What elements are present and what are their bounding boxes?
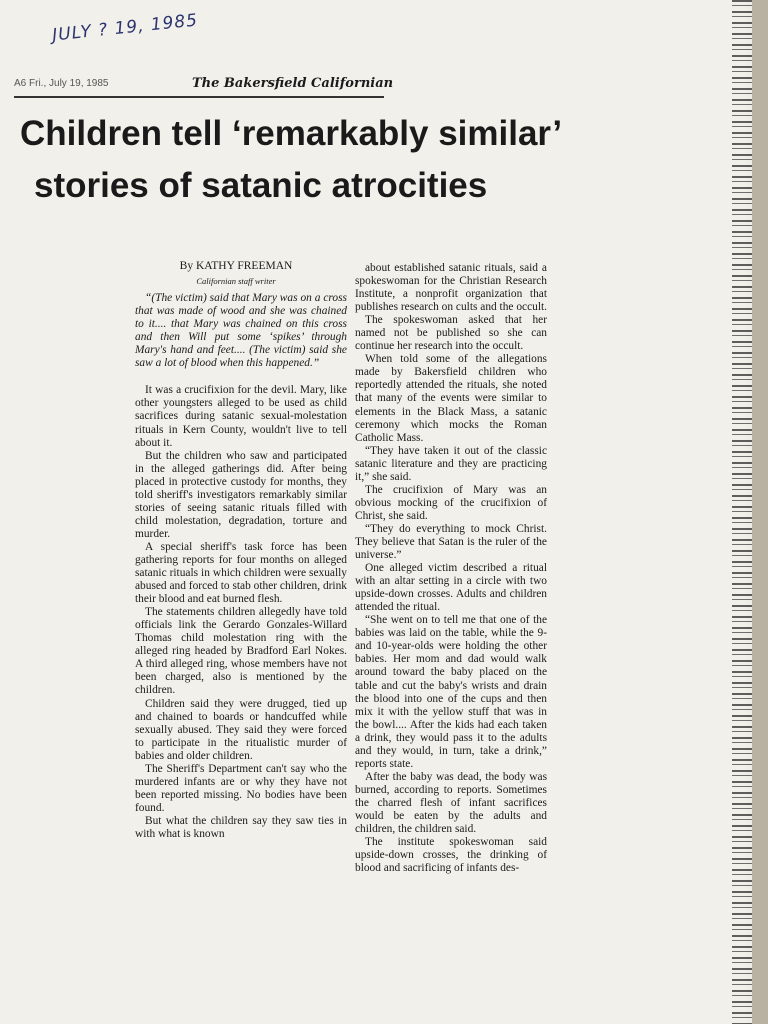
- headline: [20, 108, 720, 212]
- byline: By KATHY FREEMAN: [179, 260, 293, 272]
- headline-line-2: stories of satanic atrocities: [34, 166, 488, 205]
- paragraph: “They do everything to mock Christ. They believe that Satan is the ruler of the universe.”: [355, 522, 547, 562]
- paragraph: The institute spokeswoman said upside-down crosses, the drinking of blood and sacrificing of infants des-: [355, 836, 547, 875]
- torn-edge: [732, 0, 752, 1024]
- paragraph: The crucifixion of Mary was an obvious mocking of the crucifixion of Christ, she said.: [355, 483, 547, 522]
- paragraph: But the children who saw and participated in the alleged gatherings did. After being placed in protective custody for months, they told sheriff's investigators remarkably similar stories of seeing satanic rituals filled with child molestation, degradation, torture and murder.: [135, 449, 347, 540]
- handwritten-date: JULY ? 19, 1985: [51, 10, 199, 46]
- paragraph: But what the children say they saw ties in with what is known: [135, 814, 347, 840]
- paragraph: Children said they were drugged, tied up and chained to boards or handcuffed while sexually abused. They said they were forced to participate in the ritualistic murder of babies and older children.: [135, 697, 347, 762]
- staff-writer-label: Californian staff writer: [196, 276, 276, 287]
- paragraph: “(The victim) said that Mary was on a cross that was made of wood and she was chained to it.... that Mary was chained on this cross and then Will put some ‘spikes’ through Mary's hand and feet.... (The victim) said she saw a lot of blood when this happened.”: [135, 292, 347, 370]
- headline-line-1: Children tell ‘remarkably similar’: [20, 114, 563, 153]
- paragraph: The Sheriff's Department can't say who the murdered infants are or why they have not been reported missing. No bodies have been found.: [135, 762, 347, 814]
- paragraph: When told some of the allegations made by Bakersfield children who reportedly attended the rituals, she noted that many of the events were similar to elements in the Black Mass, a satanic ceremony which mocks the Roman Catholic Mass.: [355, 353, 547, 444]
- paragraph: A special sheriff's task force has been gathering reports for four months on alleged satanic rituals in which children were sexually abused and forced to stab other children, drink their blood and eat burned flesh.: [135, 540, 347, 606]
- masthead: The Bakersfield Californian: [192, 76, 394, 91]
- article-column-right: [355, 262, 547, 875]
- folio: A6 Fri., July 19, 1985: [14, 78, 109, 89]
- paragraph: about established satanic rituals, said a spokeswoman for the Christian Research Institute, a nonprofit organization that publishes research on cults and the occult.: [355, 262, 548, 314]
- paragraph: One alleged victim described a ritual with an altar setting in a circle with two upside-down crosses. Adults and children attended the ritual.: [355, 562, 547, 614]
- paragraph: “They have taken it out of the classic satanic literature and they are practicing it,” she said.: [355, 444, 547, 483]
- paragraph: After the baby was dead, the body was burned, according to reports. Sometimes the charred flesh of infant sacrifices would be eaten by the adults and children, the children said.: [355, 770, 547, 836]
- paragraph: The spokeswoman asked that her named not be published so she can continue her research into the occult.: [355, 314, 547, 353]
- article-column-left: [135, 260, 347, 841]
- paragraph: “She went on to tell me that one of the babies was laid on the table, while the 9- and 10-year-olds were holding the other babies. Her mom and dad would walk around toward the baby placed on the table and cut the baby's wrists and drain the blood into one of the cups and then mix it with the yellow stuff that was in the bowl.... After the kids had each taken a drink, they would pass it to the adults and they would, in turn, take a drink,” reports state.: [355, 614, 547, 770]
- paragraph: The statements children allegedly have told officials link the Gerardo Gonzales-Willard Thomas child molestation ring with the alleged ring headed by Bradford Earl Nokes. A third alleged ring, whose members have not been charged, also is mentioned by the children.: [135, 606, 347, 697]
- paragraph: It was a crucifixion for the devil. Mary, like other youngsters alleged to be used as child sacrifices during satanic sexual-molestation rituals in Kern County, wouldn't live to tell about it.: [135, 384, 347, 449]
